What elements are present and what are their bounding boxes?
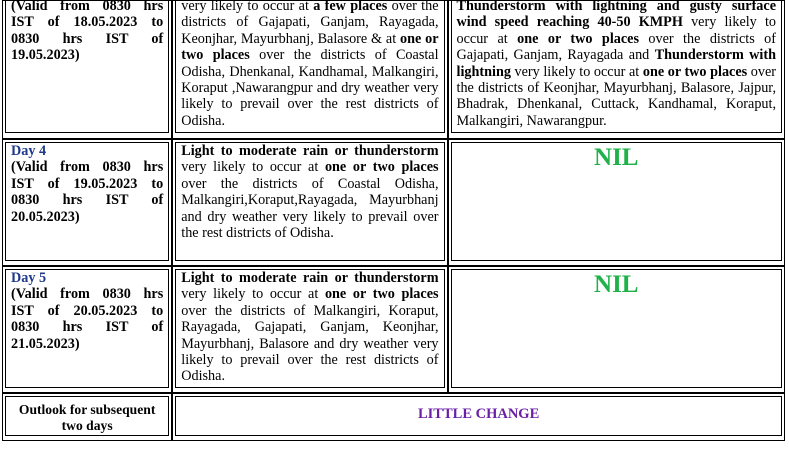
validity-line: 20.05.2023) [11,208,80,225]
outlook-value [175,396,782,436]
text-run-bold: one or two places [517,30,639,47]
validity-text [5,142,169,261]
text-run: very likely to occur at [181,159,325,176]
rainfall-forecast-text [175,0,444,133]
text-run-bold: Light to moderate rain or thunderstorm [181,270,439,286]
rainfall-forecast-cell [172,266,447,393]
warning-cell [448,0,785,139]
validity-line: (Valid from 0830 hrs [11,286,164,303]
text-run-bold: one or two places [324,286,439,303]
validity-line: IST of 18.05.2023 to [11,14,164,31]
rainfall-forecast-text [175,269,444,388]
validity-line: 0830 hrs IST of [11,30,164,47]
validity-line: 0830 hrs IST of [11,319,164,336]
outlook-label-text: Outlook for subsequent two days [18,402,156,433]
text-run: over the districts of Coastal Odisha, Malkangiri,Koraput,Rayagada, Mayurbhanj and dry weather very likely to prevail over the rest districts of Odisha. [181,175,439,242]
validity-line: IST of 20.05.2023 to [11,302,164,319]
text-run: over the districts of Coastal Odisha, Dhenkanal, Kandhamal, Malkangiri, Koraput ,Nawarangpur and dry weather very likely to prevail over the rest districts of Odisha. [181,47,439,129]
validity-text [5,269,169,388]
district-forecast-table [2,0,785,441]
text-run-bold: Light to moderate rain or thunderstorm [181,143,439,159]
text-run: very likely to occur at [181,286,325,303]
text-run-bold: one or two places [181,30,439,64]
rainfall-forecast-cell [172,139,447,266]
validity-line: 19.05.2023) [11,47,80,64]
validity-line: (Valid from 0830 hrs [11,159,164,176]
text-run: very likely to occur at [510,63,643,80]
warning-text [451,0,782,133]
text-run-bold: Thunderstorm with lightning and gusty surface wind speed reaching 40-50 KMPH [456,0,776,31]
text-run-bold: one or two places [324,159,439,176]
outlook-label [5,396,169,436]
outlook-label-cell [2,393,172,441]
text-run: over the districts of Keonjhar, Mayurbhanj, Balasore, Jajpur, Bhadrak, Dhenkanal, Cuttack, Kandhamal, Koraput, Malkangiri, Nawarangpur. [456,63,776,129]
warning-cell [448,266,785,393]
nil-warning: NIL [451,142,782,261]
rainfall-forecast-cell [172,0,447,139]
text-run-bold: Thunderstorm with lightning [456,47,776,80]
validity-cell [2,0,172,139]
rainfall-forecast-text [175,142,444,261]
text-run: very likely to occur at [181,0,314,14]
text-run-bold: a few places [313,0,388,14]
text-run-bold: one or two places [642,63,748,80]
outlook-value-cell [172,393,785,441]
nil-warning: NIL [451,269,782,388]
outlook-value-text: LITTLE CHANGE [417,406,540,422]
validity-line: 21.05.2023) [11,335,80,352]
validity-line: IST of 19.05.2023 to [11,175,164,192]
table-row-outlook [2,393,785,441]
table-row-day5 [2,266,785,393]
validity-cell [2,266,172,393]
text-run: over the districts of Gajapati, Ganjam, Rayagada, Keonjhar, Mayurbhanj, Balasore & at [181,0,439,47]
table-row-day4 [2,139,785,266]
validity-line: 0830 hrs IST of [11,192,164,209]
day-label: Day 5 [11,270,47,286]
forecast-table-container [2,0,785,447]
validity-text [5,0,169,133]
table-row-day3 [2,0,785,139]
warning-cell [448,139,785,266]
text-run: over the districts of Gajapati, Ganjam, Rayagada and [456,30,776,64]
text-run: over the districts of Malkangiri, Koraput, Rayagada, Gajapati, Ganjam, Keonjhar, Mayurbhanj, Balasore and dry weather very likely to prevail over the rest districts of Odisha. [181,302,439,385]
validity-cell [2,139,172,266]
day-label: Day 4 [11,143,47,159]
validity-line: (Valid from 0830 hrs [11,0,164,14]
text-run: very likely to occur at [456,14,776,47]
